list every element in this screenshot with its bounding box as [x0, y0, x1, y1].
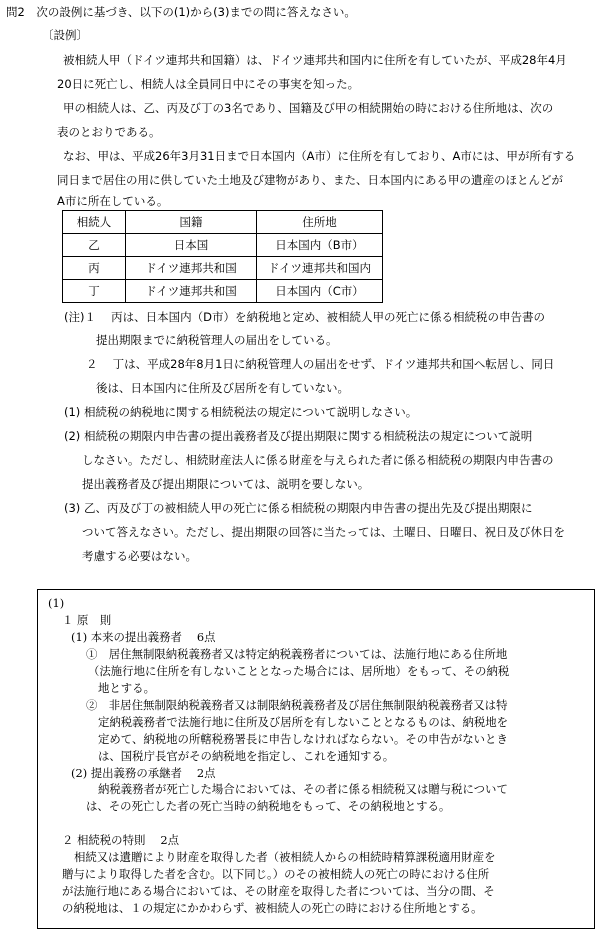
answer-line: （法施行地に住所を有しないこととなった場合には、居所地）をもって、その納税: [88, 664, 510, 678]
example-paragraph: 同日まで居住の用に供していた土地及び建物があり、また、日本国内にある甲の遺産のほとんどが: [57, 173, 563, 187]
table-cell: 丙: [63, 257, 126, 280]
subquestion-line: 考慮する必要はない。: [82, 549, 197, 563]
answer-line: 定納税義務者で法施行地に住所及び居所を有しないこととなるものは、納税地を: [98, 715, 509, 729]
subquestion-line: (3) 乙、丙及び丁の被相続人甲の死亡に係る相続税の期限内申告書の提出先及び提出期限に: [64, 501, 533, 515]
answer-line: 相続又は遺贈により財産を取得した者（被相続人からの相続時精算課税適用財産を: [74, 850, 496, 864]
example-paragraph: A市に所在している。: [57, 194, 169, 208]
answer-line: の納税地は、１の規定にかかわらず、被相続人の死亡の時における住所地とする。: [62, 901, 483, 915]
table-row: [63, 280, 383, 303]
example-paragraph: 被相続人甲（ドイツ連邦共和国籍）は、ドイツ連邦共和国内に住所を有していたが、平成28年4月: [63, 53, 567, 67]
table-row: [63, 257, 383, 280]
answer-line: ② 非居住無制限納税義務者又は制限納税義務者及び居住無制限納税義務者又は特: [86, 698, 508, 712]
subquestion-line: (1) 相続税の納税地に関する相続税法の規定について説明しなさい。: [64, 405, 418, 419]
answer-line: は、国税庁長官がその納税地を指定し、これを通知する。: [98, 749, 395, 763]
table-cell: 丁: [63, 280, 126, 303]
note-line: 提出期限までに納税管理人の届出をしている。: [96, 333, 338, 347]
table-header: 住所地: [257, 211, 383, 234]
table-header: 国籍: [126, 211, 257, 234]
example-paragraph: 20日に死亡し、相続人は全員同日中にその事実を知った。: [57, 77, 360, 91]
table-cell: 日本国: [126, 234, 257, 257]
answer-line: は、その死亡した者の死亡当時の納税地をもって、その納税地とする。: [86, 799, 451, 813]
answer-line: １ 原 則: [62, 613, 112, 627]
example-label: 〔設例〕: [42, 28, 88, 42]
table-row: [63, 234, 383, 257]
table-cell: ドイツ連邦共和国: [126, 280, 257, 303]
answer-line: が法施行地にある場合においては、その財産を取得した者については、当分の間、そ: [62, 884, 495, 898]
table-cell: 日本国内（C市）: [257, 280, 383, 303]
question-heading: 問2 次の設例に基づき、以下の(1)から(3)までの問に答えなさい。: [6, 5, 356, 19]
example-paragraph: 表のとおりである。: [57, 125, 161, 139]
answer-line: 納税義務者が死亡した場合においては、その者に係る相続税又は贈与税について: [98, 782, 508, 796]
heirs-table: [62, 210, 383, 303]
subquestion-line: しなさい。ただし、相続財産法人に係る財産を与えられた者に係る相続税の期限内申告書の: [82, 453, 554, 467]
table-cell: ドイツ連邦共和国内: [257, 257, 383, 280]
table-header: 相続人: [63, 211, 126, 234]
subquestion-line: 提出義務者及び提出期限については、説明を要しない。: [82, 477, 370, 491]
subquestion-line: (2) 相続税の期限内申告書の提出義務者及び提出期限に関する相続税法の規定について説明: [64, 429, 533, 443]
answer-line: (1): [48, 596, 65, 610]
example-paragraph: なお、甲は、平成26年3月31日まで日本国内（A市）に住所を有しており、A市には、甲が所有する: [63, 149, 576, 163]
answer-line: (1) 本来の提出義務者 6点: [71, 630, 216, 644]
answer-line: ２ 相続税の特則 2点: [62, 833, 180, 847]
answer-line: 贈与により取得した者を含む。以下同じ。）のその被相続人の死亡の時における住所: [62, 867, 490, 881]
table-cell: ドイツ連邦共和国: [126, 257, 257, 280]
table-header-row: [63, 211, 383, 234]
answer-line: ① 居住無制限納税義務者又は特定納税義務者については、法施行地にある住所地: [86, 647, 508, 661]
example-paragraph: 甲の相続人は、乙、丙及び丁の3名であり、国籍及び甲の相続開始の時における住所地は、次の: [63, 101, 554, 115]
note-line: (注)１ 丙は、日本国内（D市）を納税地と定め、被相続人甲の死亡に係る相続税の申告書の: [64, 310, 546, 324]
table-cell: 日本国内（B市）: [257, 234, 383, 257]
answer-line: 定めて、納税地の所轄税務署長に申告しなければならない。その申告がないとき: [98, 732, 508, 746]
note-line: ２ 丁は、平成28年8月1日に納税管理人の届出をせず、ドイツ連邦共和国へ転居し、同日: [86, 357, 555, 371]
table-cell: 乙: [63, 234, 126, 257]
subquestion-line: ついて答えなさい。ただし、提出期限の回答に当たっては、土曜日、日曜日、祝日及び休日を: [82, 525, 565, 539]
note-line: 後は、日本国内に住所及び居所を有していない。: [96, 381, 349, 395]
answer-line: (2) 提出義務の承継者 2点: [71, 766, 216, 780]
answer-line: 地とする。: [98, 681, 155, 695]
